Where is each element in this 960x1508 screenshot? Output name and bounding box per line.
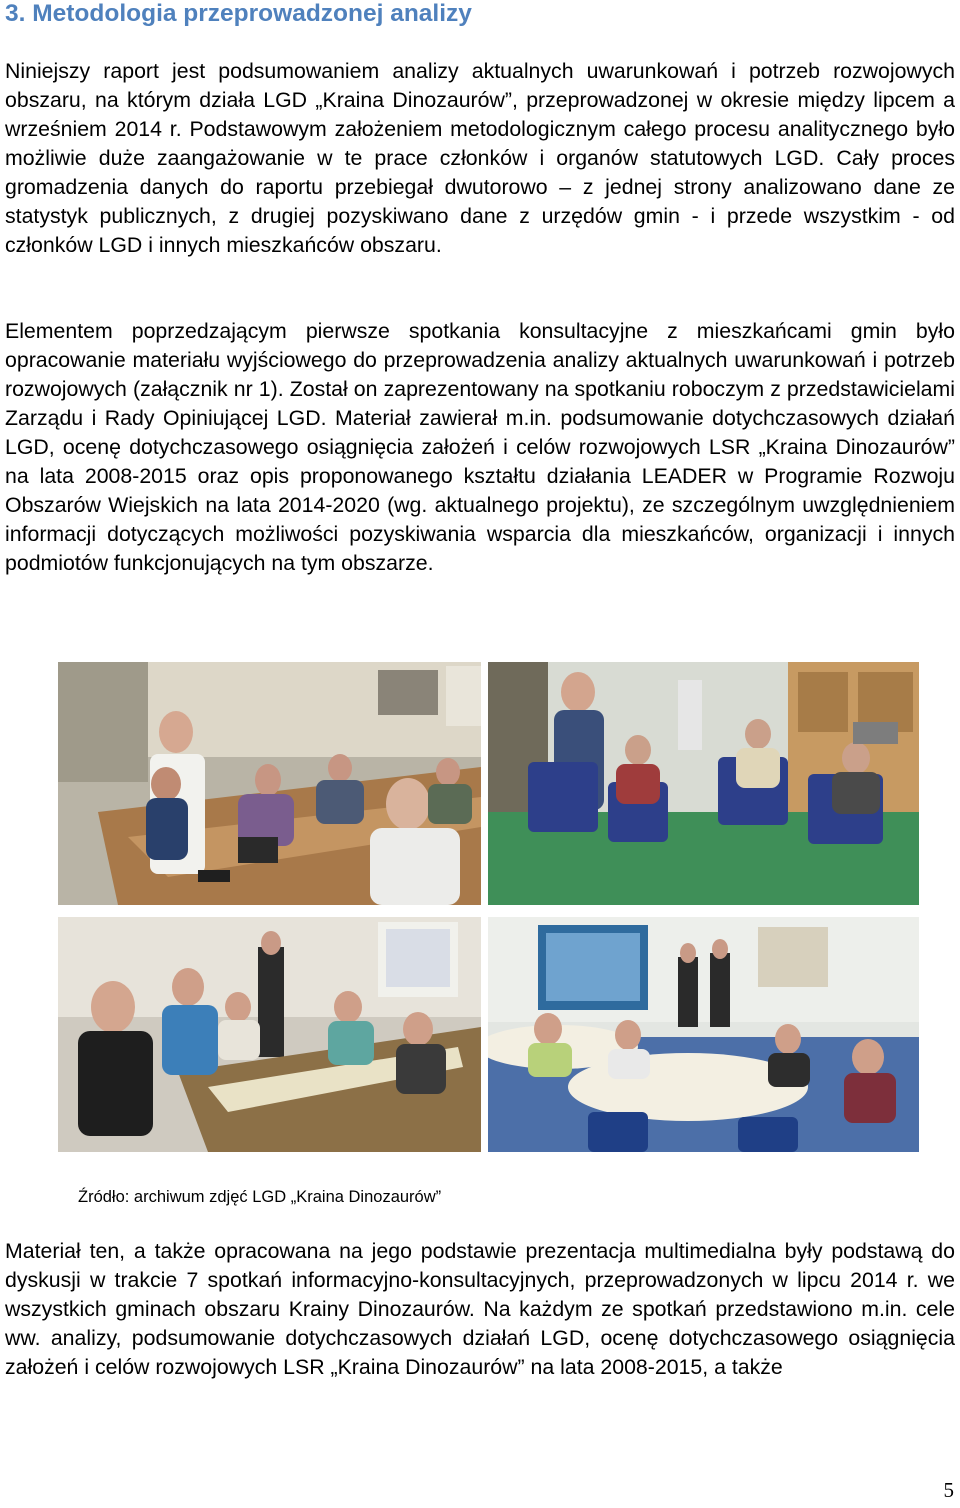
section-heading: 3. Metodologia przeprowadzonej analizy (5, 0, 472, 27)
meeting-photo-3 (58, 917, 481, 1152)
meeting-photo-2 (488, 662, 919, 905)
paragraph-meetings: Materiał ten, a także opracowana na jego podstawie prezentacja multimedialna były podstawą do dyskusji w trakcie 7 spotkań informacyjno-konsultacyjnych, przeprowadzonych w lipcu 2014 r. we wszystkich gminach obszaru Krainy Dinozaurów. Na każdym ze spotkań przedstawiono m.in. cele ww. analizy, podsumowanie dotychczasowych działań LGD, ocenę dotychczasowego osiągnięcia założeń i celów rozwojowych LSR „Kraina Dinozaurów” na lata 2008-2015, a także (5, 1239, 955, 1379)
paragraph-intro: Niniejszy raport jest podsumowaniem analizy aktualnych uwarunkowań i potrzeb rozwojowych obszaru, na którym działa LGD „Kraina Dinozaurów”, przeprowadzonej w okresie między lipcem a wrześniem 2014 r. Podstawowym założeniem metodologicznym całego procesu analitycznego było możliwie duże zaangażowanie w te prace członków i organów statutowych LGD. Cały proces gromadzenia danych do raportu przebiegał dwutorowo – z jednej strony analizowano dane ze statystyk publicznych, z drugiej pozyskiwano dane z urzędów gmin - i przede wszystkim - od członków LGD i innych mieszkańców obszaru. (5, 59, 955, 257)
page-number: 5 (943, 1478, 954, 1502)
figure-caption: Źródło: archiwum zdjęć LGD „Kraina Dinozaurów” (78, 1188, 442, 1206)
meeting-photo-4 (488, 917, 919, 1152)
paragraph-materials: Elementem poprzedzającym pierwsze spotkania konsultacyjne z mieszkańcami gmin było opracowanie materiału wyjściowego do przeprowadzenia analizy aktualnych uwarunkowań i potrzeb rozwojowych (załącznik nr 1). Został on zaprezentowany na spotkaniu roboczym z przedstawicielami Zarządu i Rady Opiniującej LGD. Materiał zawierał m.in. podsumowanie dotychczasowych działań LGD, ocenę dotychczasowego osiągnięcia założeń i celów rozwojowych LSR „Kraina Dinozaurów” na lata 2008-2015 oraz opis proponowanego kształtu działania LEADER w Programie Rozwoju Obszarów Wiejskich na lata 2014-2020 (wg. aktualnego projektu), ze szczególnym uwzględnieniem informacji dotyczących możliwości pozyskiwania wsparcia dla mieszkańców, organizacji i innych podmiotów funkcjonujących na tym obszarze. (5, 319, 955, 575)
meeting-photo-1 (58, 662, 481, 905)
